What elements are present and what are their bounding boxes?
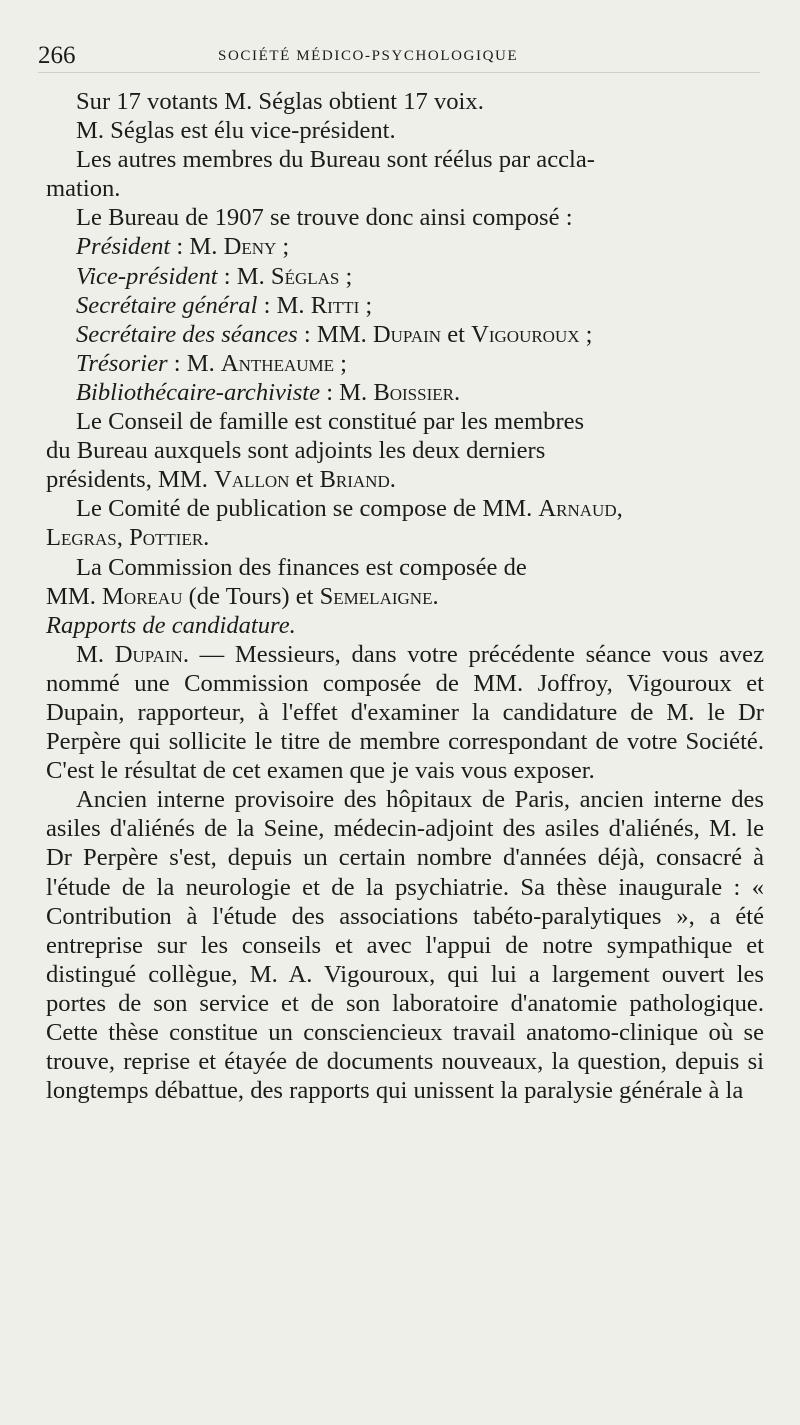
- conseil-line-2: du Bureau auxquels sont adjoints les deux derniers: [46, 437, 546, 465]
- page-header: [38, 42, 760, 73]
- member-name: Briand: [319, 466, 390, 494]
- rapport-paragraph-1: [46, 640, 764, 785]
- member-name: Moreau: [102, 582, 183, 610]
- role-label: Vice-président: [76, 262, 218, 290]
- member-name: Deny: [223, 233, 277, 261]
- speaker-name: M. Dupain: [76, 640, 183, 668]
- member-name: Arnaud,: [538, 495, 623, 523]
- running-head: SOCIÉTÉ MÉDICO-PSYCHOLOGIQUE: [218, 48, 519, 64]
- composition-intro: Le Bureau de 1907 se trouve donc ainsi composé :: [76, 204, 573, 232]
- member-name: Pottier: [129, 524, 204, 552]
- member-name: Legras: [46, 524, 117, 552]
- votes-line: Sur 17 votants M. Séglas obtient 17 voix.: [76, 88, 484, 115]
- section-title: Rapports de candidature.: [46, 611, 296, 639]
- role-label: Trésorier: [76, 349, 168, 377]
- role-label: Secrétaire des séances: [76, 320, 298, 348]
- role-label: Président: [76, 233, 171, 261]
- reelected-line-2: mation.: [46, 175, 121, 203]
- role-label: Bibliothécaire-archiviste: [76, 378, 321, 406]
- member-name: Antheaume: [220, 349, 335, 377]
- rapport-paragraph-2: Ancien interne provisoire des hôpitaux de Paris, ancien interne des asiles d'aliénés de la Seine, médecin-adjoint des asiles d'aliénés, M. le Dr Perpère s'est, depuis un certain nombre d'années déjà, consacré à l'étude de la neurologie et de la psychiatrie. Sa thèse inaugurale : « Contribution à l'étude des associations tabéto-paralytiques », a été entreprise sur les conseils et avec l'appui de notre sympathique et distingué collègue, M. A. Vigouroux, qui lui a largement ouvert les portes de son service et de son laboratoire d'anatomie pathologique. Cette thèse constitue un consciencieux travail anatomo-clinique où se trouve, reprise et étayée de documents nouveaux, la question, depuis si longtemps débattue, des rapports qui unissent la paralysie générale à la: [46, 786, 764, 1105]
- member-name: Boissier: [373, 378, 454, 406]
- comite-line-1: Le Comité de publication se compose de MM. Arnaud,: [76, 495, 623, 523]
- bureau-tresorier: Trésorier : M. Antheaume ;: [76, 349, 347, 377]
- page-number: 266: [38, 42, 76, 69]
- bureau-secretaire-seances: Secrétaire des séances : MM. Dupain et Vigouroux ;: [76, 320, 593, 348]
- bureau-bibliothecaire: Bibliothécaire-archiviste : M. Boissier.: [76, 378, 461, 406]
- commission-line-2: MM. Moreau (de Tours) et Semelaigne.: [46, 582, 439, 610]
- elected-line: M. Séglas est élu vice-président.: [76, 117, 396, 145]
- speech-text: . — Messieurs, dans votre précédente séance vous avez nommé une Commission composée de MM. Joffroy, Vigouroux et Dupain, rapporteur, à l'effet d'examiner la candidature de M. le Dr Perpère qui sollicite le titre de membre correspondant de votre Société. C'est le résultat de cet examen que je vais vous exposer.: [46, 640, 764, 785]
- member-name: Vigouroux: [471, 320, 580, 348]
- member-name: Séglas: [270, 262, 340, 290]
- role-label: Secrétaire général: [76, 291, 258, 319]
- member-name: Dupain: [372, 320, 442, 348]
- conseil-line-1: Le Conseil de famille est constitué par les membres: [76, 408, 585, 436]
- member-name: Semelaigne: [319, 582, 433, 610]
- comite-line-2: Legras, Pottier.: [46, 524, 210, 552]
- bureau-vice-president: Vice-président : M. Séglas ;: [76, 262, 353, 290]
- reelected-line-1: Les autres membres du Bureau sont réélus par accla-: [76, 146, 595, 174]
- bureau-president: Président : M. Deny ;: [76, 233, 290, 261]
- conseil-line-3: présidents, MM. Vallon et Briand.: [46, 466, 396, 494]
- page-body: [46, 87, 764, 1105]
- member-name: Ritti: [310, 291, 360, 319]
- member-name: Vallon: [214, 466, 290, 494]
- bureau-secretaire-general: Secrétaire général : M. Ritti ;: [76, 291, 373, 319]
- commission-line-1: La Commission des finances est composée de: [76, 553, 527, 581]
